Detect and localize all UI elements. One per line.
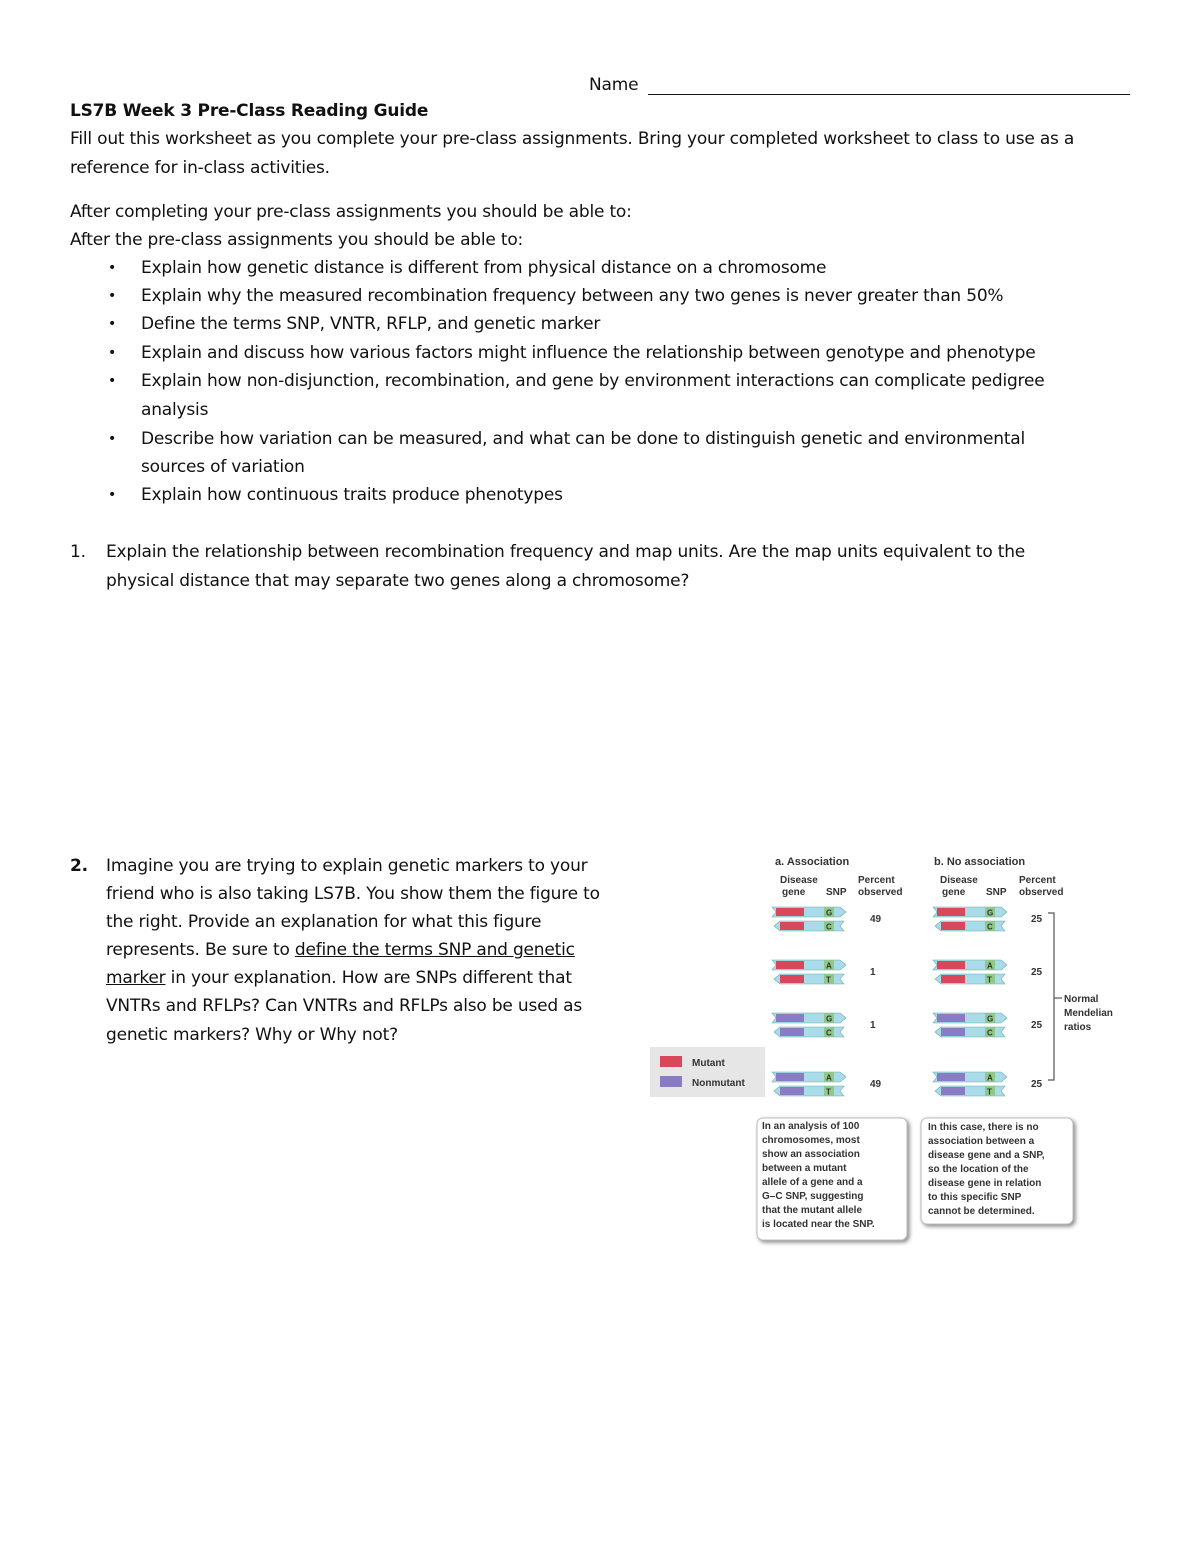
- name-field[interactable]: [648, 94, 1130, 95]
- panel-a-percent-header-2: observed: [858, 887, 903, 898]
- nonmutant-swatch: [660, 1076, 682, 1087]
- percent-observed-value: 49: [870, 914, 882, 925]
- disease-gene-segment: [941, 1028, 965, 1036]
- snp-base-label: T: [826, 1087, 831, 1097]
- question-1-answer-area[interactable]: [70, 605, 1130, 825]
- snp-base-label: C: [987, 922, 993, 932]
- disease-gene-segment: [937, 1014, 965, 1022]
- disease-gene-segment: [780, 1087, 804, 1095]
- caption-line: to this specific SNP: [928, 1192, 1022, 1203]
- caption-line: show an association: [762, 1149, 860, 1160]
- percent-observed-value: 25: [1031, 1020, 1043, 1031]
- snp-base-label: A: [826, 1073, 832, 1083]
- objective-item: Explain how continuous traits produce phenotypes: [141, 485, 563, 505]
- caption-line: is located near the SNP.: [762, 1219, 875, 1230]
- question-2-text: [106, 936, 575, 964]
- percent-observed-value: 25: [1031, 914, 1043, 925]
- objective-item: Explain how genetic distance is different from physical distance on a chromosome: [141, 258, 827, 278]
- bullet-icon: •: [108, 260, 117, 276]
- disease-gene-segment: [941, 922, 965, 930]
- caption-line: disease gene in relation: [928, 1178, 1042, 1189]
- objective-item-cont: analysis: [141, 400, 209, 420]
- disease-gene-segment: [937, 1073, 965, 1081]
- chromosome-pair: [933, 960, 1043, 985]
- page-title: LS7B Week 3 Pre-Class Reading Guide: [70, 101, 429, 121]
- snp-base-label: T: [826, 975, 831, 985]
- caption-line: allele of a gene and a: [762, 1177, 863, 1188]
- objective-item: Describe how variation can be measured, and what can be done to distinguish genetic and environmental: [141, 429, 1026, 449]
- disease-gene-segment: [941, 975, 965, 983]
- question-2-text: [106, 964, 572, 992]
- percent-observed-value: 1: [870, 967, 876, 978]
- question-1-number: 1.: [70, 542, 86, 562]
- panel-b-percent-header-2: observed: [1019, 887, 1064, 898]
- mutant-swatch: [660, 1056, 682, 1067]
- bracket-label: Mendelian: [1064, 1008, 1113, 1019]
- question-2-text: Imagine you are trying to explain genetic markers to your: [106, 856, 588, 876]
- panel-a-gene-header-2: gene: [782, 887, 806, 898]
- snp-base-label: A: [826, 961, 832, 971]
- question-2-text-part: represents. Be sure to: [106, 940, 295, 960]
- question-1-text-cont: physical distance that may separate two genes along a chromosome?: [106, 571, 690, 591]
- snp-association-figure: [650, 850, 1113, 1250]
- name-label: Name: [589, 75, 639, 95]
- question-2-text: the right. Provide an explanation for what this figure: [106, 912, 542, 932]
- snp-base-label: A: [987, 1073, 993, 1083]
- chromosome-pair: [772, 1013, 876, 1038]
- snp-base-label: G: [987, 908, 994, 918]
- question-2-text: genetic markers? Why or Why not?: [106, 1025, 398, 1045]
- mendelian-bracket: [1048, 913, 1054, 1080]
- bracket-label: Normal: [1064, 994, 1099, 1005]
- caption-line: In an analysis of 100: [762, 1121, 860, 1132]
- intro-text: Fill out this worksheet as you complete your pre-class assignments. Bring your completed worksheet to class to use as a: [70, 129, 1075, 149]
- objective-item: Explain why the measured recombination frequency between any two genes is never greater than 50%: [141, 286, 1004, 306]
- snp-base-label: C: [826, 922, 832, 932]
- snp-base-label: A: [987, 961, 993, 971]
- percent-observed-value: 25: [1031, 1079, 1043, 1090]
- bullet-icon: •: [108, 373, 117, 389]
- bullet-icon: •: [108, 288, 117, 304]
- caption-line: disease gene and a SNP,: [928, 1150, 1045, 1161]
- question-1-text: Explain the relationship between recombination frequency and map units. Are the map units equivalent to the: [106, 542, 1026, 562]
- snp-base-label: G: [826, 1014, 833, 1024]
- intro-text-cont: reference for in-class activities.: [70, 158, 330, 178]
- percent-observed-value: 1: [870, 1020, 876, 1031]
- legend-mutant-label: Mutant: [692, 1058, 725, 1069]
- question-2-text: friend who is also taking LS7B. You show them the figure to: [106, 884, 600, 904]
- question-2-text: VNTRs and RFLPs? Can VNTRs and RFLPs also be used as: [106, 996, 583, 1016]
- chromosome-pair: [933, 907, 1043, 932]
- disease-gene-segment: [776, 1014, 804, 1022]
- bullet-icon: •: [108, 487, 117, 503]
- disease-gene-segment: [776, 961, 804, 969]
- objective-item: Explain how non-disjunction, recombination, and gene by environment interactions can complicate pedigree: [141, 371, 1045, 391]
- caption-line: cannot be determined.: [928, 1206, 1035, 1217]
- snp-base-label: G: [987, 1014, 994, 1024]
- objective-item: Explain and discuss how various factors might influence the relationship between genotype and phenotype: [141, 343, 1036, 363]
- panel-b-gene-header-2: gene: [942, 887, 966, 898]
- snp-base-label: T: [987, 975, 992, 985]
- panel-a-title: a. Association: [775, 856, 850, 868]
- snp-base-label: T: [987, 1087, 992, 1097]
- disease-gene-segment: [941, 1087, 965, 1095]
- bullet-icon: •: [108, 345, 117, 361]
- caption-line: chromosomes, most: [762, 1135, 860, 1146]
- caption-line: G–C SNP, suggesting: [762, 1191, 864, 1202]
- panel-b-snp-header: SNP: [986, 887, 1007, 898]
- panel-a-snp-header: SNP: [826, 887, 847, 898]
- question-2-number: 2.: [70, 856, 88, 876]
- panel-b-title: b. No association: [934, 856, 1026, 868]
- disease-gene-segment: [780, 1028, 804, 1036]
- disease-gene-segment: [937, 961, 965, 969]
- chromosome-pair: [933, 1072, 1043, 1097]
- disease-gene-segment: [780, 975, 804, 983]
- panel-b-percent-header: Percent: [1019, 875, 1056, 886]
- caption-line: between a mutant: [762, 1163, 847, 1174]
- chromosome-pair: [933, 1013, 1043, 1038]
- panel-a-chromosomes: [772, 907, 882, 1097]
- objectives-lead-alt: After the pre-class assignments you should be able to:: [70, 230, 524, 250]
- percent-observed-value: 49: [870, 1079, 882, 1090]
- bullet-icon: •: [108, 431, 117, 447]
- bullet-icon: •: [108, 316, 117, 332]
- chromosome-pair: [772, 1072, 882, 1097]
- legend-box: [650, 1047, 765, 1097]
- snp-base-label: C: [826, 1028, 832, 1038]
- disease-gene-segment: [776, 1073, 804, 1081]
- caption-line: so the location of the: [928, 1164, 1029, 1175]
- question-2-text-part: in your explanation. How are SNPs different that: [165, 968, 572, 988]
- chromosome-pair: [772, 907, 882, 932]
- caption-line: that the mutant allele: [762, 1205, 863, 1216]
- caption-line: association between a: [928, 1136, 1035, 1147]
- panel-b-gene-header: Disease: [940, 875, 978, 886]
- panel-a-gene-header: Disease: [780, 875, 818, 886]
- question-2-emphasis: define the terms SNP and genetic: [294, 940, 575, 960]
- legend-nonmutant-label: Nonmutant: [692, 1078, 745, 1089]
- question-2-emphasis: marker: [106, 968, 166, 988]
- caption-line: In this case, there is no: [928, 1122, 1039, 1133]
- chromosome-pair: [772, 960, 876, 985]
- objectives-lead: After completing your pre-class assignments you should be able to:: [70, 202, 632, 222]
- panel-a-percent-header: Percent: [858, 875, 895, 886]
- snp-base-label: G: [826, 908, 833, 918]
- disease-gene-segment: [937, 908, 965, 916]
- percent-observed-value: 25: [1031, 967, 1043, 978]
- objective-item: Define the terms SNP, VNTR, RFLP, and genetic marker: [141, 314, 601, 334]
- bracket-label: ratios: [1064, 1022, 1092, 1033]
- objective-item-cont: sources of variation: [141, 457, 305, 477]
- disease-gene-segment: [780, 922, 804, 930]
- disease-gene-segment: [776, 908, 804, 916]
- panel-b-chromosomes: [933, 907, 1043, 1097]
- snp-base-label: C: [987, 1028, 993, 1038]
